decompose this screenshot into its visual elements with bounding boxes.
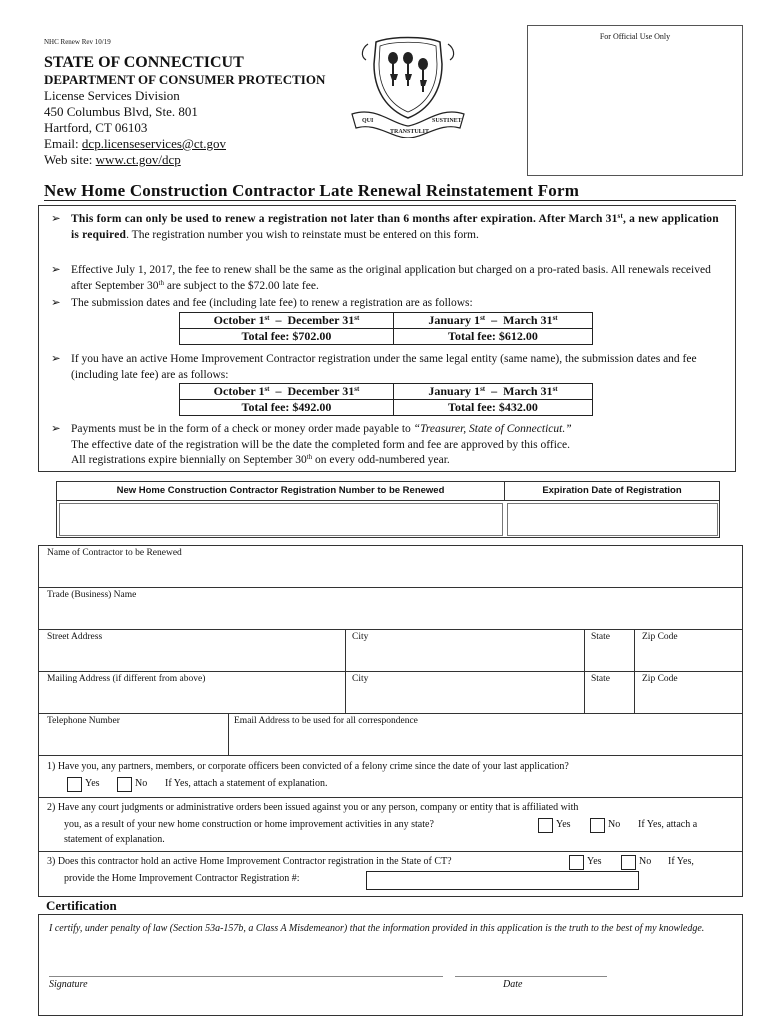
seal-motto-1: QUI [362, 118, 374, 124]
bullet-arrow-icon: ➢ [51, 213, 61, 225]
instructions-box [38, 205, 736, 472]
title-divider [44, 200, 736, 201]
trade-name-label: Trade (Business) Name [47, 590, 137, 600]
mailing-address-input[interactable] [40, 686, 343, 713]
mailing-city-input[interactable] [346, 686, 582, 713]
instruction-1-sup: st [617, 212, 623, 220]
certification-statement: I certify, under penalty of law (Section 53a-157b, a Class A Misdemeanor) that the information provided in this application is the truth to the best of my knowledge. [49, 923, 705, 934]
contractor-name-label: Name of Contractor to be Renewed [47, 548, 182, 558]
agency-email-link[interactable]: dcp.licenseservices@ct.gov [81, 136, 227, 151]
zip-label: Zip Code [642, 632, 678, 642]
street-address-input[interactable] [40, 644, 343, 671]
q2-no-label: No [608, 819, 621, 830]
agency-address2: Hartford, CT 06103 [44, 120, 148, 135]
q1-no-label: No [135, 778, 148, 789]
contractor-name-input[interactable] [40, 560, 740, 587]
agency-web-line [44, 152, 325, 168]
instruction-1-bold-a: This form can only be used to renew a registration not later than 6 months after expiration. After March 31 [71, 213, 618, 225]
fee-table-2-fee-1: Total fee: $492.00 [180, 400, 394, 416]
q2-yes-label: Yes [556, 819, 571, 830]
seal-motto-2: TRANSTULIT [390, 129, 430, 135]
q1-yes-checkbox[interactable] [67, 777, 82, 792]
mailing-address-label: Mailing Address (if different from above) [47, 674, 206, 684]
agency-web-link[interactable]: www.ct.gov/dcp [95, 152, 181, 167]
official-use-box [527, 25, 743, 176]
q1-note: If Yes, attach a statement of explanation. [165, 778, 328, 789]
fee-table-2-period-1: October 1st – December 31st [180, 384, 394, 400]
instruction-2-sup: th [158, 278, 164, 287]
fee-table-1-period-2: January 1st – March 31st [394, 313, 593, 329]
divider [39, 713, 742, 714]
fee-table-1-period-1: October 1st – December 31st [180, 313, 394, 329]
question-3-line-1: 3) Does this contractor hold an active Home Improvement Contractor registration in the State of CT? [47, 856, 452, 867]
signature-label: Signature [49, 979, 88, 990]
instruction-3: The submission dates and fee (including late fee) to renew a registration are as follows: [71, 297, 473, 309]
certification-box [38, 914, 743, 1016]
instruction-5-payee: “Treasurer, State of Connecticut.” [413, 423, 572, 435]
signature-input[interactable] [49, 965, 443, 975]
question-3-line-2: provide the Home Improvement Contractor Registration #: [64, 873, 300, 884]
telephone-label: Telephone Number [47, 716, 120, 726]
date-label: Date [503, 979, 523, 990]
mailing-zip-label: Zip Code [642, 674, 678, 684]
q2-no-checkbox[interactable] [590, 818, 605, 833]
agency-email-line [44, 136, 325, 152]
q2-note: If Yes, attach a [638, 819, 698, 830]
instruction-5 [71, 422, 726, 469]
expiration-date-label: Expiration Date of Registration [505, 482, 719, 501]
fee-table-1-fee-2: Total fee: $612.00 [394, 329, 593, 345]
agency-header [44, 53, 325, 168]
instruction-5-line3-a: All registrations expire biennially on September 30 [71, 454, 307, 466]
q1-yes-label: Yes [85, 778, 100, 789]
divider [39, 797, 742, 798]
agency-address1: 450 Columbus Blvd, Ste. 801 [44, 104, 198, 119]
question-2-line-3: statement of explanation. [64, 834, 165, 845]
q3-no-checkbox[interactable] [621, 855, 636, 870]
certification-heading: Certification [46, 898, 117, 913]
mailing-state-label: State [591, 674, 610, 684]
hic-registration-number-input[interactable] [366, 871, 639, 890]
bullet-arrow-icon: ➢ [51, 423, 61, 435]
official-use-label: For Official Use Only [599, 32, 671, 41]
bullet-arrow-icon: ➢ [51, 353, 61, 365]
date-input[interactable] [455, 965, 607, 975]
instruction-2 [71, 263, 726, 294]
q3-yes-checkbox[interactable] [569, 855, 584, 870]
fee-table-1-fee-1: Total fee: $702.00 [180, 329, 394, 345]
email-address-input[interactable] [229, 728, 741, 755]
question-1: 1) Have you, any partners, members, or corporate officers been convicted of a felony crime since the date of your last application? [47, 761, 569, 772]
instruction-5-line3-b: on every odd-numbered year. [312, 454, 450, 466]
state-input[interactable] [585, 644, 633, 671]
fee-table-2-period-2: January 1st – March 31st [394, 384, 593, 400]
seal-motto-3: SUSTINET [432, 118, 462, 124]
instruction-1 [71, 212, 726, 243]
fee-table-standard [179, 312, 593, 345]
telephone-input[interactable] [40, 728, 226, 755]
form-revision: NHC Renew Rev 10/19 [44, 38, 111, 46]
instruction-1-bold-b: , a new application is required [71, 213, 719, 241]
city-label: City [352, 632, 369, 642]
q1-no-checkbox[interactable] [117, 777, 132, 792]
instruction-1-rest: . The registration number you wish to reinstate must be entered on this form. [126, 228, 479, 241]
street-address-label: Street Address [47, 632, 103, 642]
mailing-state-input[interactable] [585, 686, 633, 713]
web-label: Web site: [44, 152, 96, 167]
instruction-2-b: are subject to the $72.00 late fee. [163, 279, 319, 292]
q3-note: If Yes, [668, 856, 694, 867]
state-seal-icon [346, 34, 470, 138]
instruction-5-line3-sup: th [306, 453, 313, 461]
email-address-label: Email Address to be used for all correspondence [234, 716, 418, 726]
registration-number-label: New Home Construction Contractor Registration Number to be Renewed [57, 482, 505, 501]
contractor-info-form [38, 545, 743, 897]
zip-input[interactable] [635, 644, 741, 671]
question-2-line-1: 2) Have any court judgments or administrative orders been issued against you or any person, company or entity that is affiliated with [47, 802, 579, 813]
question-2-line-2: you, as a result of your new home construction or home improvement activities in any state? [64, 819, 434, 830]
agency-division: License Services Division [44, 88, 180, 103]
form-title: New Home Construction Contractor Late Renewal Reinstatement Form [44, 181, 580, 200]
fee-table-hic [179, 383, 593, 416]
agency-department: DEPARTMENT OF CONSUMER PROTECTION [44, 72, 326, 87]
instruction-2-a: Effective July 1, 2017, the fee to renew shall be the same as the original application but charged on a pro-rated basis. All renewals received after September 30 [71, 264, 711, 292]
instruction-5-line2: The effective date of the registration will be the date the completed form and fee are approved by this office. [71, 438, 570, 451]
registration-box [56, 481, 720, 538]
divider [39, 755, 742, 756]
divider [39, 629, 742, 630]
divider [39, 587, 742, 588]
bullet-arrow-icon: ➢ [51, 264, 61, 276]
date-line [455, 976, 607, 977]
fee-table-2-fee-2: Total fee: $432.00 [394, 400, 593, 416]
q2-yes-checkbox[interactable] [538, 818, 553, 833]
expiration-date-input[interactable] [507, 503, 718, 536]
instruction-4: If you have an active Home Improvement Contractor registration under the same legal entity (same name), the submission dates and fee (including late fee) are as follows: [71, 353, 697, 381]
instruction-5-a: Payments must be in the form of a check or money order made payable to [71, 423, 414, 435]
trade-name-input[interactable] [40, 602, 740, 629]
mailing-city-label: City [352, 674, 369, 684]
email-label: Email: [44, 136, 82, 151]
state-label: State [591, 632, 610, 642]
divider [39, 671, 742, 672]
agency-state: STATE OF CONNECTICUT [44, 54, 244, 71]
q3-no-label: No [639, 856, 652, 867]
city-input[interactable] [346, 644, 582, 671]
signature-line [49, 976, 443, 977]
bullet-arrow-icon: ➢ [51, 297, 61, 309]
q3-yes-label: Yes [587, 856, 602, 867]
divider [39, 851, 742, 852]
registration-number-input[interactable] [59, 503, 503, 536]
mailing-zip-input[interactable] [635, 686, 741, 713]
